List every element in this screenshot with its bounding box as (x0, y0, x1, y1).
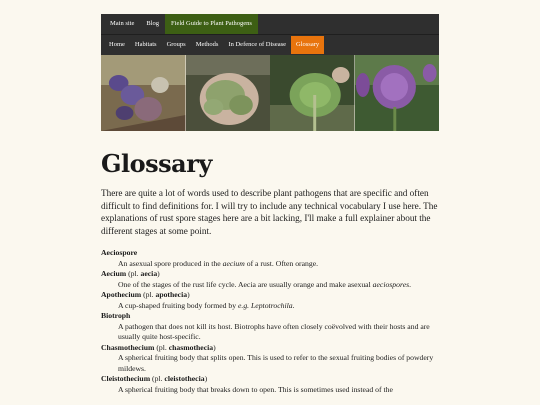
glossary-term: Cleistothecium (pl. cleistothecia) (101, 374, 208, 384)
glossary-term: Apothecium (pl. apothecia) (101, 290, 190, 300)
glossary-definition: An asexual spore produced in the aecium of a rust. Often orange. (118, 258, 319, 268)
glossary-definition: One of the stages of the rust life cycle. Aecia are usually orange and make asexual aeciospores. (118, 279, 412, 289)
glossary-list (101, 248, 439, 395)
subnav-groups[interactable]: Groups (166, 41, 186, 48)
subnav-methods[interactable]: Methods (195, 41, 219, 48)
round-leaf-photo (270, 55, 355, 131)
nav-field-guide[interactable]: Field Guide to Plant Pathogens (165, 14, 258, 34)
subnav-glossary[interactable]: Glossary (291, 36, 324, 54)
purple-flower-photo (355, 55, 440, 131)
glossary-term: Aeciospore (101, 248, 138, 258)
glossary-definition: A spherical fruiting body that splits open. This is used to refer to the sexual fruiting bodies of powdery mildews. (118, 353, 434, 373)
subnav-in-defence-of-disease[interactable]: In Defence of Disease (228, 41, 287, 48)
glossary-definition: A cup-shaped fruiting body formed by e.g. Leptotrochila. (118, 300, 295, 310)
glossary-term: Aecium (pl. aecia) (101, 269, 160, 279)
leaf-on-hand-photo (186, 55, 271, 131)
subnav-habitats[interactable]: Habitats (134, 41, 157, 48)
top-nav (101, 14, 439, 34)
lupin-flower-photo (101, 55, 186, 131)
glossary-definition: A spherical fruiting body that breaks down to open. This is sometimes used instead of the (118, 384, 393, 394)
glossary-term: Chasmothecium (pl. chasmothecia) (101, 342, 216, 352)
glossary-term: Biotroph (101, 311, 131, 321)
sub-nav (101, 34, 439, 55)
intro-paragraph: There are quite a lot of words used to describe plant pathogens that are specific and often difficult to find definitions for. I will try to include any technical vocabulary I use here. The explanations of rust spore stages here are a bit lacking, I'll make a full explainer about the different stages at some point. (101, 188, 438, 236)
subnav-home[interactable]: Home (109, 41, 125, 48)
page-title: Glossary (101, 149, 212, 178)
header-banner (101, 55, 439, 131)
page-container (101, 14, 439, 395)
glossary-definition: A pathogen that does not kill its host. Biotrophs have often closely coëvolved with their hosts and are usually quite host-specific. (118, 321, 430, 342)
nav-blog[interactable]: Blog (146, 20, 160, 27)
nav-main-site[interactable]: Main site (110, 20, 135, 27)
